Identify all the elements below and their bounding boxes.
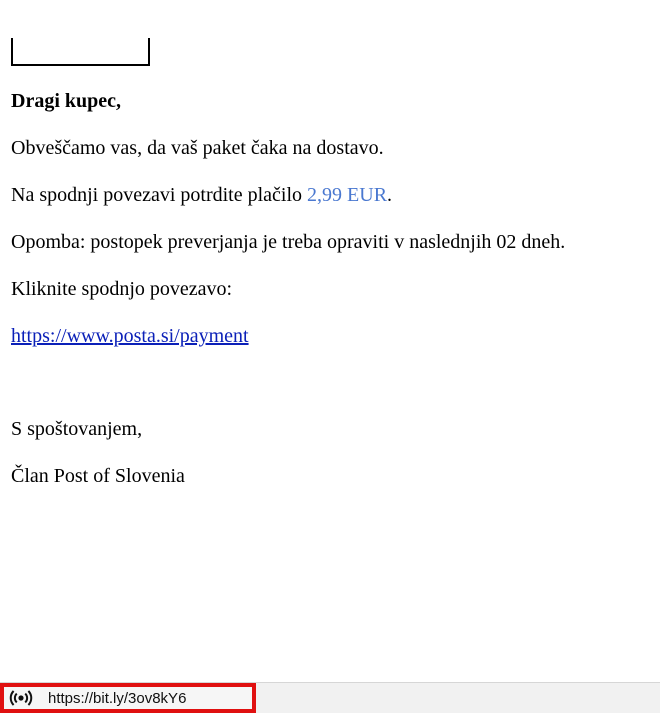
payment-line-prefix: Na spodnji povezavi potrdite plačilo [11, 184, 308, 206]
closing: S spoštovanjem, [11, 418, 143, 440]
notice-line: Obveščamo vas, da vaš paket čaka na dostavo. [11, 137, 384, 159]
status-url-highlight [0, 683, 256, 713]
logo-placeholder [11, 38, 150, 66]
payment-link[interactable]: https://www.posta.si/payment [11, 325, 249, 347]
greeting: Dragi kupec, [11, 90, 121, 112]
deadline-note: Opomba: postopek preverjanja je treba opraviti v naslednjih 02 dneh. [11, 231, 566, 253]
status-url: https://bit.ly/3ov8kY6 [48, 689, 187, 707]
broadcast-icon [8, 689, 34, 707]
spacer [11, 371, 651, 417]
click-instruction: Kliknite spodnjo povezavo: [11, 278, 233, 300]
payment-line [11, 183, 651, 207]
signature: Član Post of Slovenia [11, 465, 185, 487]
payment-amount: 2,99 EUR [307, 184, 388, 206]
payment-line-suffix: . [387, 184, 393, 206]
email-body [11, 89, 651, 511]
